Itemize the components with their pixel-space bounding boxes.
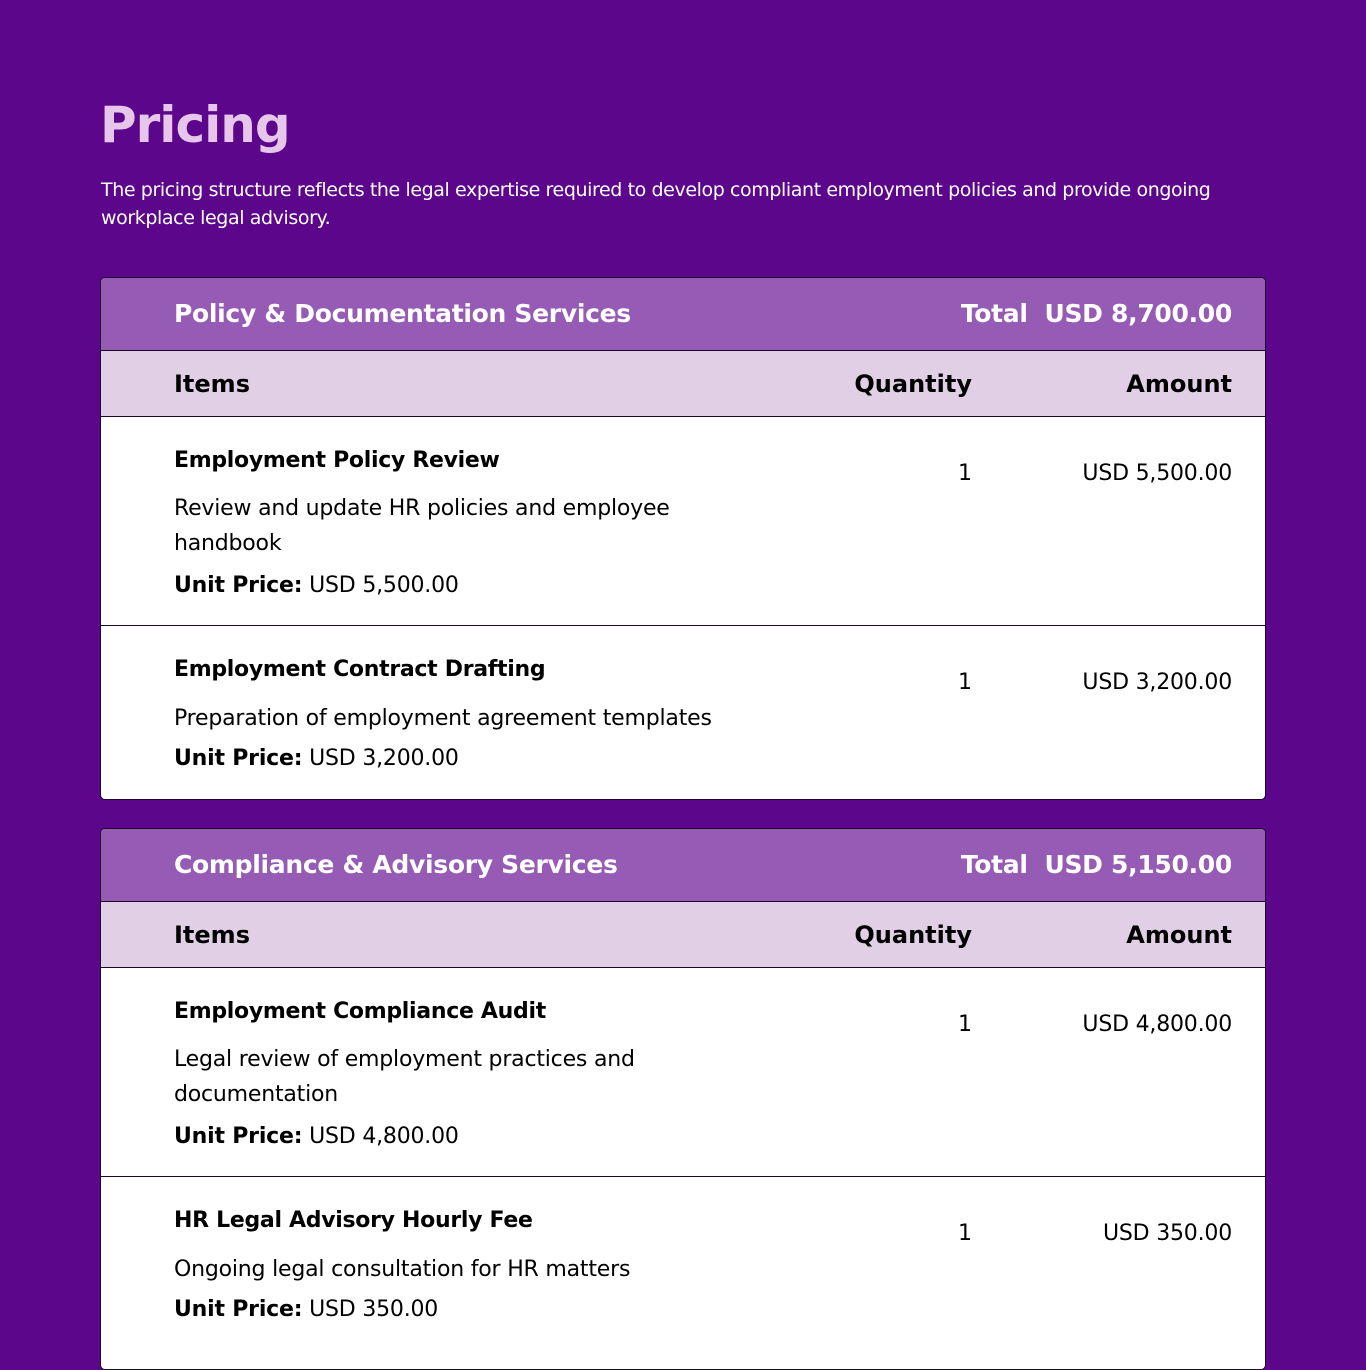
- item-unit-price: [174, 744, 459, 774]
- item-name: Employment Compliance Audit: [174, 999, 546, 1024]
- section-header: [101, 829, 1265, 902]
- unit-price-value: USD 5,500.00: [309, 573, 459, 598]
- item-quantity: 1: [958, 670, 972, 695]
- column-header-quantity: Quantity: [854, 921, 972, 949]
- item-name: Employment Policy Review: [174, 448, 500, 473]
- section-total-label: Total: [960, 850, 1028, 879]
- column-header-amount: Amount: [1126, 921, 1232, 949]
- section-title: Policy & Documentation Services: [174, 299, 631, 328]
- section-total: [961, 278, 1232, 350]
- section-header: [101, 278, 1265, 351]
- item-unit-price: [174, 1122, 459, 1152]
- item-name: HR Legal Advisory Hourly Fee: [174, 1208, 533, 1233]
- item-unit-price: [174, 1295, 438, 1325]
- item-amount: USD 350.00: [1103, 1221, 1232, 1246]
- item-description: Legal review of employment practices and documentation: [174, 1047, 635, 1107]
- section-total: [961, 829, 1232, 901]
- item-unit-price: [174, 571, 459, 601]
- unit-price-label: Unit Price:: [174, 746, 303, 771]
- table-header: [101, 902, 1265, 968]
- intro-text: The pricing structure reflects the legal expertise required to develop compliant employment policies and provide ongoing workplace legal advisory.: [101, 179, 1211, 229]
- item-amount: USD 5,500.00: [1082, 461, 1232, 486]
- table-row: [101, 968, 1265, 1177]
- unit-price-label: Unit Price:: [174, 1124, 303, 1149]
- item-name: Employment Contract Drafting: [174, 657, 546, 682]
- item-amount: USD 3,200.00: [1082, 670, 1232, 695]
- table-row: [101, 417, 1265, 626]
- pricing-section-compliance: [100, 828, 1266, 1370]
- column-header-amount: Amount: [1126, 370, 1232, 398]
- section-title: Compliance & Advisory Services: [174, 850, 618, 879]
- item-description: Ongoing legal consultation for HR matters: [174, 1257, 631, 1282]
- unit-price-label: Unit Price:: [174, 573, 303, 598]
- table-header: [101, 351, 1265, 417]
- column-header-items: Items: [174, 921, 250, 949]
- unit-price-value: USD 3,200.00: [309, 746, 459, 771]
- unit-price-value: USD 4,800.00: [309, 1124, 459, 1149]
- table-row: [101, 1177, 1265, 1367]
- item-description: Review and update HR policies and employee handbook: [174, 496, 670, 556]
- section-total-label: Total: [960, 299, 1028, 328]
- item-quantity: 1: [958, 461, 972, 486]
- section-total-value: USD 8,700.00: [1044, 299, 1232, 328]
- pricing-section-policy: [100, 277, 1266, 800]
- unit-price-value: USD 350.00: [309, 1297, 439, 1322]
- column-header-quantity: Quantity: [854, 370, 972, 398]
- item-quantity: 1: [958, 1221, 972, 1246]
- section-total-value: USD 5,150.00: [1044, 850, 1232, 879]
- item-quantity: 1: [958, 1012, 972, 1037]
- unit-price-label: Unit Price:: [174, 1297, 303, 1322]
- table-row: [101, 626, 1265, 798]
- column-header-items: Items: [174, 370, 250, 398]
- item-amount: USD 4,800.00: [1082, 1012, 1232, 1037]
- item-description: Preparation of employment agreement templates: [174, 706, 712, 731]
- page-title: Pricing: [100, 96, 290, 154]
